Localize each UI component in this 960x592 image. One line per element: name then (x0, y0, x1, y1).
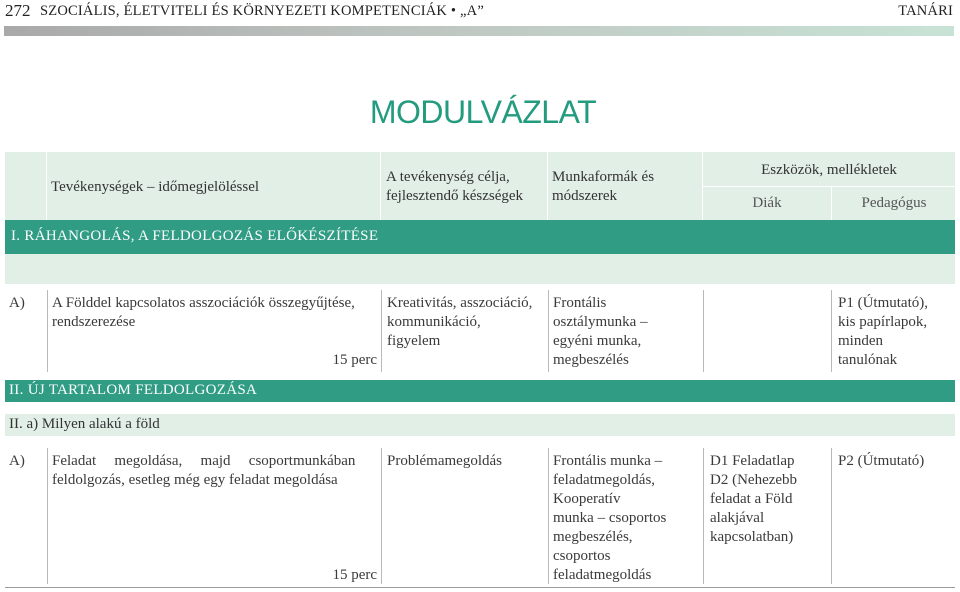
header-gradient-bar (4, 26, 954, 36)
header-cell-goal (381, 152, 548, 220)
header-methods-line-1: Munkaformák és (552, 169, 655, 185)
time-estimate: 15 perc (332, 567, 377, 583)
section-2-title: II. ÚJ TARTALOM FELDOLGOZÁSA (9, 382, 258, 398)
header-student: Diák (752, 195, 782, 211)
teacher-tool-line: P1 (Útmutató), (838, 295, 928, 311)
table-row (5, 290, 955, 372)
method-line: Kooperatív (553, 491, 621, 507)
activity-line: Feladat megoldása, majd csoportmunkában (52, 453, 356, 469)
goal-line: figyelem (387, 333, 441, 349)
student-tools-cell (703, 290, 831, 372)
header-cell-methods (548, 152, 703, 220)
method-line: megbeszélés (553, 352, 629, 368)
header-methods-line-2: módszerek (552, 188, 617, 204)
method-line: feladatmegoldás, (553, 472, 656, 488)
goal-line: kommunikáció, (387, 314, 481, 330)
method-line: osztálymunka – (553, 314, 648, 330)
teacher-tool-line: kis papírlapok, (838, 314, 928, 330)
method-line: feladatmegoldás (553, 567, 652, 583)
activity-line: rendszerezése (52, 314, 136, 330)
table-header-row (5, 152, 955, 220)
teacher-tool-line: tanulónak (838, 352, 898, 368)
time-estimate: 15 perc (332, 352, 377, 368)
table-row (5, 448, 955, 584)
subsection-bar (5, 414, 955, 436)
header-goal-line-2: fejlesztendő készségek (386, 188, 524, 204)
teacher-tool-line: P2 (Útmutató) (838, 453, 925, 469)
section-1-title: I. RÁHANGOLÁS, A FELDOLGOZÁS ELŐKÉSZÍTÉSE (11, 228, 379, 244)
student-tool-line: feladat a Föld (710, 491, 793, 507)
edition-label: TANÁRI (898, 3, 953, 19)
subsection-title: II. a) Milyen alakú a föld (9, 416, 160, 432)
page-number: 272 (5, 1, 31, 20)
activity-line: A Földdel kapcsolatos asszociációk összegyűjtése, (52, 295, 355, 311)
row-label: A) (9, 295, 25, 311)
method-line: munka – csoportos (553, 510, 667, 526)
teacher-tool-line: minden (838, 333, 883, 349)
row-label: A) (9, 453, 25, 469)
book-title: SZOCIÁLIS, ÉLETVITELI ÉS KÖRNYEZETI KOMPETENCIÁK • „A” (40, 3, 484, 19)
method-line: Frontális (553, 295, 607, 311)
student-tool-line: kapcsolatban) (710, 529, 794, 545)
header-goal-line-1: A tevékenység célja, (386, 169, 510, 185)
method-line: csoportos (553, 548, 611, 564)
method-line: egyéni munka, (553, 333, 642, 349)
header-cell-tools (703, 152, 955, 220)
goal-line: Kreativitás, asszociáció, (387, 295, 533, 311)
method-line: Frontális munka – (553, 453, 663, 469)
header-cell-activities (47, 152, 381, 220)
page-heading: MODULVÁZLAT (369, 94, 597, 130)
student-tool-line: alakjával (710, 510, 765, 526)
section-2-bar (5, 380, 955, 402)
activity-line: feldolgozás, esetleg még egy feladat megoldása (52, 472, 338, 488)
goal-line: Problémamegoldás (387, 453, 502, 469)
section-1-bar (5, 220, 955, 254)
student-tool-line: D2 (Nehezebb (710, 472, 798, 488)
student-tool-line: D1 Feladatlap (710, 453, 795, 469)
running-header (5, 0, 955, 24)
section-1-spacer (5, 254, 955, 284)
header-tools: Eszközök, mellékletek (761, 162, 897, 178)
table-bottom-rule (5, 587, 955, 588)
header-teacher: Pedagógus (861, 195, 927, 211)
header-activities: Tevékenységek – időmegjelöléssel (51, 179, 260, 195)
method-line: megbeszélés, (553, 529, 633, 545)
header-cell-label (5, 152, 47, 220)
